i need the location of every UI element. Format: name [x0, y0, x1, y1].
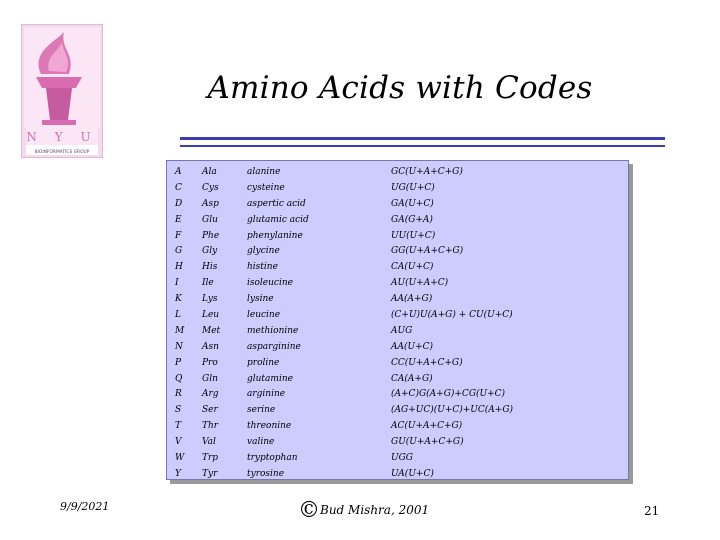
amino-acid-codon: UG(U+C) — [391, 182, 435, 193]
amino-acid-abbreviation: Asp — [202, 198, 219, 209]
amino-acid-name: glutamine — [247, 373, 293, 384]
amino-acid-name: glutamic acid — [247, 214, 309, 225]
amino-acid-codon: AUG — [391, 325, 413, 336]
amino-acid-code: E — [175, 214, 182, 225]
table-row — [167, 181, 628, 197]
amino-acid-abbreviation: Gln — [202, 373, 218, 384]
amino-acid-codon: GG(U+A+C+G) — [391, 246, 464, 257]
amino-acid-codon: GA(U+C) — [391, 198, 434, 209]
title-rule-bottom — [180, 145, 665, 147]
amino-acid-code: N — [175, 341, 183, 352]
amino-acid-rows — [167, 165, 628, 483]
title-rule-top — [180, 137, 665, 140]
amino-acid-code: S — [175, 405, 182, 416]
amino-acid-codon: GC(U+A+C+G) — [391, 167, 463, 177]
amino-acid-codon: AU(U+A+C) — [391, 278, 449, 289]
torch-icon — [21, 24, 103, 158]
amino-acid-code: L — [175, 310, 181, 321]
amino-acid-codon: (AG+UC)(U+C)+UC(A+G) — [391, 405, 514, 416]
amino-acid-codon: CA(U+C) — [391, 262, 434, 273]
amino-acid-codon: AA(A+G) — [391, 294, 433, 305]
amino-acid-code: F — [175, 230, 182, 241]
amino-acid-code: R — [175, 389, 182, 400]
author-credit: Bud Mishra, 2001 — [320, 503, 430, 517]
amino-acid-abbreviation: Thr — [202, 421, 219, 432]
amino-acid-name: cysteine — [247, 182, 285, 193]
amino-acid-codon: UU(U+C) — [391, 230, 436, 241]
amino-acid-code: Q — [175, 373, 183, 384]
amino-acid-abbreviation: Phe — [202, 230, 220, 241]
table-row — [167, 308, 628, 324]
table-row — [167, 165, 628, 181]
amino-acid-code: T — [175, 421, 182, 432]
table-row — [167, 229, 628, 245]
amino-acid-abbreviation: Ala — [202, 167, 217, 177]
amino-acid-abbreviation: Asn — [202, 341, 219, 352]
table-row — [167, 372, 628, 388]
amino-acid-name: valine — [247, 437, 275, 448]
amino-acid-name: isoleucine — [247, 278, 293, 289]
svg-text:N Y U: N Y U — [26, 130, 98, 144]
amino-acid-name: serine — [247, 405, 276, 416]
copyright-symbol: © — [298, 498, 320, 523]
amino-acid-abbreviation: Trp — [202, 453, 219, 464]
amino-acid-code: V — [175, 437, 182, 448]
amino-acid-abbreviation: Ile — [202, 278, 214, 289]
amino-acid-code: K — [175, 294, 182, 305]
amino-acid-code: I — [175, 278, 179, 289]
amino-acid-abbreviation: Glu — [202, 214, 218, 225]
nyu-torch-logo — [21, 24, 103, 158]
amino-acid-codon: CA(A+G) — [391, 373, 433, 384]
amino-acid-abbreviation: Lys — [202, 294, 218, 305]
amino-acid-name: leucine — [247, 310, 281, 321]
amino-acid-code: Y — [175, 468, 181, 479]
amino-acid-abbreviation: Leu — [202, 310, 220, 321]
amino-acid-code: P — [175, 357, 182, 368]
amino-acid-abbreviation: Met — [202, 325, 221, 336]
amino-acid-name: arginine — [247, 389, 286, 400]
amino-acid-name: methionine — [247, 325, 299, 336]
amino-acid-name: proline — [247, 357, 280, 368]
amino-acid-codon: UGG — [391, 453, 413, 464]
table-row — [167, 419, 628, 435]
amino-acid-codon: CC(U+A+C+G) — [391, 357, 463, 368]
table-row — [167, 435, 628, 451]
amino-acid-codon: (C+U)U(A+G) + CU(U+C) — [391, 310, 513, 321]
table-row — [167, 324, 628, 340]
amino-acid-codon: UA(U+C) — [391, 468, 434, 479]
amino-acid-abbreviation: Tyr — [202, 468, 218, 479]
table-row — [167, 292, 628, 308]
amino-acid-table — [166, 160, 629, 480]
amino-acid-codon: GA(G+A) — [391, 214, 433, 225]
amino-acid-code: M — [175, 325, 185, 336]
amino-acid-codon: AA(U+C) — [391, 341, 434, 352]
amino-acid-name: aspertic acid — [247, 198, 306, 209]
table-row — [167, 213, 628, 229]
amino-acid-abbreviation: His — [202, 262, 218, 273]
amino-acid-name: phenylanine — [247, 230, 303, 241]
table-row — [167, 356, 628, 372]
amino-acid-code: W — [175, 453, 185, 464]
amino-acid-name: glycine — [247, 246, 280, 257]
amino-acid-codon: (A+C)G(A+G)+CG(U+C) — [391, 389, 506, 400]
table-row — [167, 403, 628, 419]
amino-acid-name: histine — [247, 262, 278, 273]
amino-acid-code: D — [175, 198, 183, 209]
amino-acid-code: G — [175, 246, 183, 257]
amino-acid-codon: AC(U+A+C+G) — [391, 421, 463, 432]
footer-credit — [298, 498, 429, 523]
footer-date: 9/9/2021 — [60, 500, 110, 513]
amino-acid-abbreviation: Gly — [202, 246, 218, 257]
amino-acid-abbreviation: Cys — [202, 182, 219, 193]
table-row — [167, 244, 628, 260]
amino-acid-name: lysine — [247, 294, 274, 305]
svg-text:BIOINFORMATICS GROUP: BIOINFORMATICS GROUP — [34, 150, 90, 155]
amino-acid-abbreviation: Val — [202, 437, 216, 448]
page-title: Amino Acids with Codes — [207, 70, 593, 106]
amino-acid-code: A — [175, 167, 182, 177]
table-row — [167, 340, 628, 356]
table-row — [167, 260, 628, 276]
table-row — [167, 451, 628, 467]
amino-acid-abbreviation: Ser — [202, 405, 218, 416]
table-row — [167, 276, 628, 292]
amino-acid-name: tryptophan — [247, 453, 298, 464]
page-number: 21 — [644, 504, 660, 518]
amino-acid-name: tyrosine — [247, 468, 285, 479]
table-row — [167, 197, 628, 213]
amino-acid-abbreviation: Arg — [202, 389, 219, 400]
amino-acid-name: alanine — [247, 167, 281, 177]
amino-acid-abbreviation: Pro — [202, 357, 218, 368]
amino-acid-name: asparginine — [247, 341, 301, 352]
amino-acid-code: H — [175, 262, 183, 273]
table-row — [167, 467, 628, 483]
amino-acid-code: C — [175, 182, 182, 193]
table-row — [167, 387, 628, 403]
amino-acid-name: threonine — [247, 421, 292, 432]
amino-acid-codon: GU(U+A+C+G) — [391, 437, 464, 448]
